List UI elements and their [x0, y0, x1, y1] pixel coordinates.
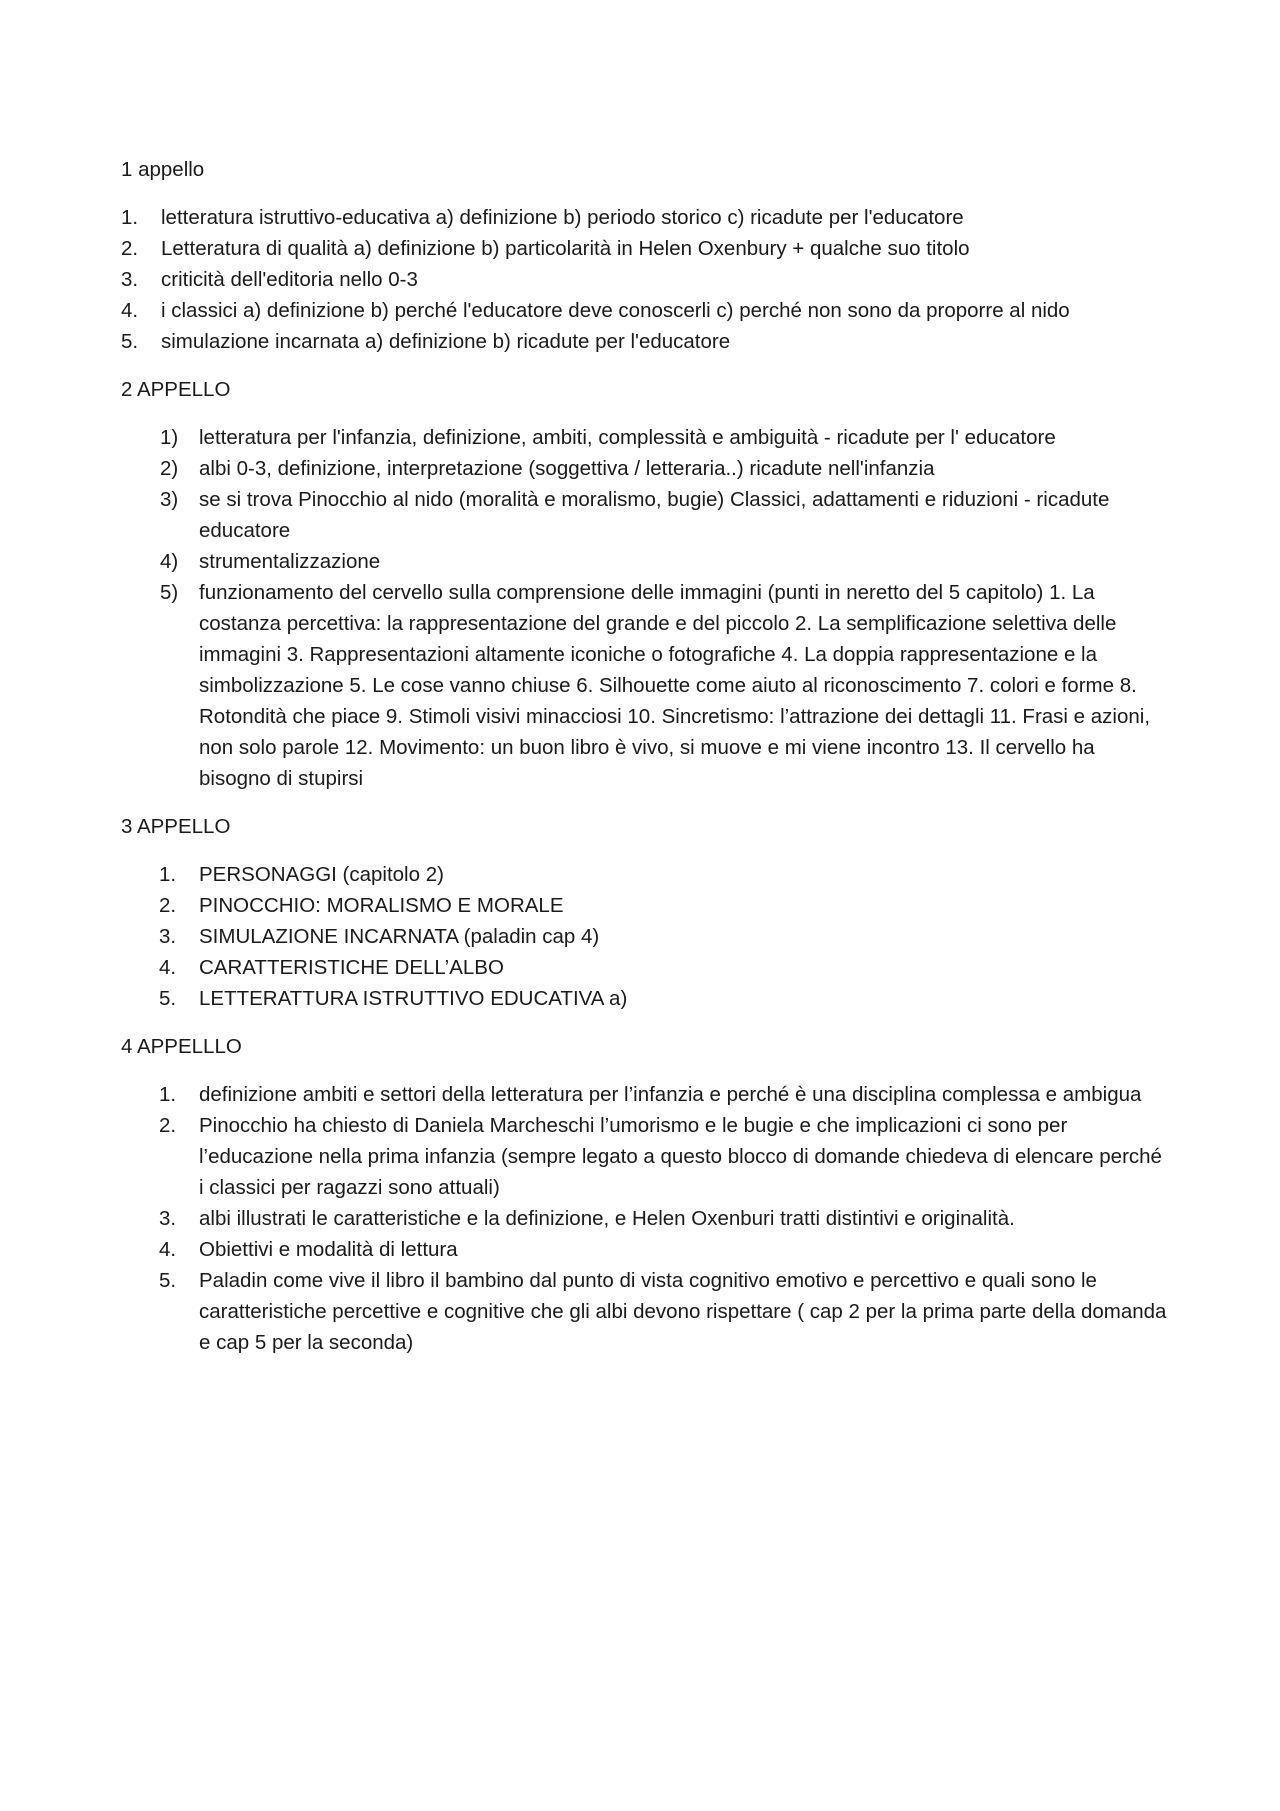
item-text: se si trova Pinocchio al nido (moralità e moralismo, bugie) Classici, adattamenti e riduzioni - ricadute educatore — [199, 488, 1110, 542]
item-text: Letteratura di qualità a) definizione b) particolarità in Helen Oxenbury + qualche suo titolo — [161, 237, 970, 260]
item-text: simulazione incarnata a) definizione b) ricadute per l'educatore — [161, 330, 731, 353]
item-number: 3) — [160, 488, 179, 511]
item-text: Paladin come vive il libro il bambino dal punto di vista cognitivo emotivo e percettivo e quali sono le caratteristiche percettive e cognitive che gli albi devono rispettare ( cap 2 per la prima parte della domanda e cap 5 per la seconda) — [199, 1269, 1167, 1354]
item-number: 5. — [121, 330, 139, 353]
section-heading-1: 1 appello — [121, 158, 205, 181]
item-number: 2. — [159, 894, 177, 917]
item-number: 1. — [159, 1083, 177, 1106]
section-heading-3: 3 APPELLO — [121, 815, 231, 838]
item-text: criticità dell'editoria nello 0-3 — [161, 268, 418, 291]
item-text: CARATTERISTICHE DELL’ALBO — [199, 956, 504, 979]
list-item — [121, 577, 1170, 794]
item-number: 3. — [121, 268, 139, 291]
question-list-2 — [121, 422, 1170, 794]
list-item — [121, 326, 1170, 357]
item-text: SIMULAZIONE INCARNATA (paladin cap 4) — [199, 925, 600, 948]
item-text: funzionamento del cervello sulla comprensione delle immagini (punti in neretto del 5 capitolo) 1. La costanza percettiva: la rappresentazione del grande e del piccolo 2. La semplificazione selettiva delle immagini 3. Rappresentazioni altamente iconiche o fotografiche 4. La doppia rappresentazione e la simbolizzazione 5. Le cose vanno chiuse 6. Silhouette come aiuto al riconoscimento 7. colori e forme 8. Rotondità che piace 9. Stimoli visivi minacciosi 10. Sincretismo: l’attrazione dei dettagli 11. Frasi e azioni, non solo parole 12. Movimento: un buon libro è vivo, si muove e mi viene incontro 13. Il cervello ha bisogno di stupirsi — [199, 581, 1151, 790]
item-number: 3. — [159, 925, 177, 948]
item-number: 5. — [159, 1269, 177, 1292]
item-text: i classici a) definizione b) perché l'educatore deve conoscerli c) perché non sono da proporre al nido — [161, 299, 1070, 322]
list-item — [121, 233, 1170, 264]
list-item — [121, 422, 1170, 453]
list-item — [121, 983, 1170, 1014]
item-text: albi 0-3, definizione, interpretazione (soggettiva / letteraria..) ricadute nell'infanzia — [199, 457, 935, 480]
item-text: letteratura istruttivo-educativa a) definizione b) periodo storico c) ricadute per l'educatore — [161, 206, 964, 229]
item-number: 4. — [159, 1238, 177, 1261]
list-item — [121, 952, 1170, 983]
list-item — [121, 921, 1170, 952]
item-text: PERSONAGGI (capitolo 2) — [199, 863, 444, 886]
item-number: 5) — [160, 581, 179, 604]
section-heading-2: 2 APPELLO — [121, 378, 231, 401]
item-text: albi illustrati le caratteristiche e la definizione, e Helen Oxenburi tratti distintivi e originalità. — [199, 1207, 1015, 1230]
item-number: 4) — [160, 550, 179, 573]
list-item — [121, 1110, 1170, 1203]
item-number: 1. — [121, 206, 139, 229]
item-number: 1) — [160, 426, 179, 449]
list-item — [121, 295, 1170, 326]
question-list-1 — [121, 202, 1170, 357]
list-item — [121, 1079, 1170, 1110]
item-text: Pinocchio ha chiesto di Daniela Marcheschi l’umorismo e le bugie e che implicazioni ci sono per l’educazione nella prima infanzia (sempre legato a questo blocco di domande chiedeva di elencare perché i classici per ragazzi sono attuali) — [199, 1114, 1162, 1199]
item-text: Obiettivi e modalità di lettura — [199, 1238, 458, 1261]
question-list-3 — [121, 859, 1170, 1014]
item-number: 1. — [159, 863, 177, 886]
list-item — [121, 1265, 1170, 1358]
list-item — [121, 890, 1170, 921]
list-item — [121, 1203, 1170, 1234]
question-list-4 — [121, 1079, 1170, 1358]
item-text: letteratura per l'infanzia, definizione, ambiti, complessità e ambiguità - ricadute per l' educatore — [199, 426, 1056, 449]
item-text: LETTERATTURA ISTRUTTIVO EDUCATIVA a) — [199, 987, 628, 1010]
list-item — [121, 202, 1170, 233]
list-item — [121, 1234, 1170, 1265]
item-number: 5. — [159, 987, 177, 1010]
item-number: 2) — [160, 457, 179, 480]
item-number: 2. — [159, 1114, 177, 1137]
item-text: strumentalizzazione — [199, 550, 381, 573]
item-number: 4. — [121, 299, 139, 322]
list-item — [121, 546, 1170, 577]
section-heading-4: 4 APPELLLO — [121, 1035, 242, 1058]
item-number: 3. — [159, 1207, 177, 1230]
item-number: 2. — [121, 237, 139, 260]
item-text: PINOCCHIO: MORALISMO E MORALE — [199, 894, 564, 917]
item-text: definizione ambiti e settori della letteratura per l’infanzia e perché è una disciplina complessa e ambigua — [199, 1083, 1142, 1106]
list-item — [121, 484, 1170, 546]
item-number: 4. — [159, 956, 177, 979]
list-item — [121, 453, 1170, 484]
list-item — [121, 859, 1170, 890]
list-item — [121, 264, 1170, 295]
